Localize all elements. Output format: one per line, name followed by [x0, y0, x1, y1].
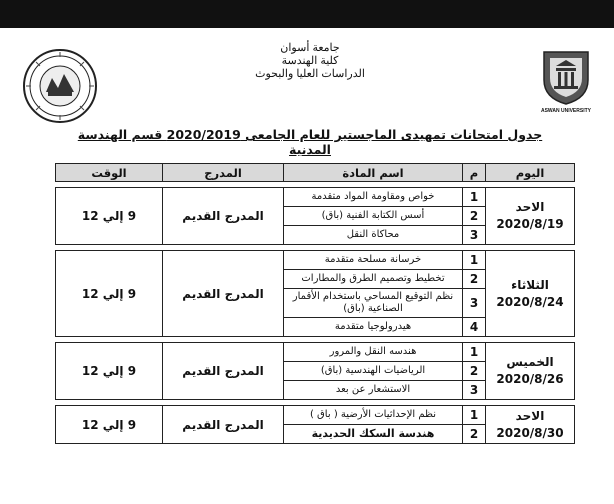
subject-name: أسس الكتابة الفنية (باق) [284, 207, 463, 226]
header-hall: المدرج [163, 164, 284, 182]
day-date: 2020/8/30 [496, 425, 564, 440]
day-cell [486, 251, 575, 337]
row-number: 2 [463, 207, 486, 226]
row-number: 4 [463, 318, 486, 337]
table-row [56, 188, 575, 207]
time-cell: 9 إلي 12 [56, 188, 163, 245]
subject-name: محاكاة النقل [284, 226, 463, 245]
header-subject: اسم المادة [284, 164, 463, 182]
hall-cell: المدرج القديم [163, 343, 284, 400]
table-header-row [56, 164, 575, 182]
time-cell: 9 إلي 12 [56, 251, 163, 337]
header-time: الوقت [56, 164, 163, 182]
day-cell [486, 188, 575, 245]
header-day: اليوم [486, 164, 575, 182]
row-number: 2 [463, 362, 486, 381]
row-number: 3 [463, 226, 486, 245]
hall-cell: المدرج القديم [163, 188, 284, 245]
table-row [56, 406, 575, 425]
day-cell [486, 406, 575, 444]
subject-name: هيدرولوجيا متقدمة [284, 318, 463, 337]
subject-name: تخطيط وتصميم الطرق والمطارات [284, 270, 463, 289]
row-number: 1 [463, 343, 486, 362]
subject-name: هندسة السكك الحديدية [284, 425, 463, 444]
schedule-title: جدول امتحانات تمهيدى الماجستير للعام الجامعى 2020/2019 قسم الهندسة المدنية [77, 127, 543, 157]
row-number: 3 [463, 289, 486, 318]
time-cell: 9 إلي 12 [56, 343, 163, 400]
time-cell: 9 إلي 12 [56, 406, 163, 444]
department-name: الدراسات العليا والبحوث [255, 68, 365, 80]
subject-name: نظم الإحداثيات الأرضية ( باق ) [284, 406, 463, 425]
day-name: الخميس [506, 355, 554, 369]
subject-name: الاستشعار عن بعد [284, 381, 463, 400]
day-date: 2020/8/24 [496, 294, 564, 309]
hall-cell: المدرج القديم [163, 251, 284, 337]
exam-schedule-table [55, 163, 575, 444]
row-number: 2 [463, 425, 486, 444]
row-number: 2 [463, 270, 486, 289]
row-number: 3 [463, 381, 486, 400]
university-logo [536, 46, 596, 120]
subject-name: هندسه النقل والمرور [284, 343, 463, 362]
table-row [56, 343, 575, 362]
day-cell [486, 343, 575, 400]
row-number: 1 [463, 251, 486, 270]
document-header [200, 42, 420, 81]
day-name: الاحد [515, 200, 545, 214]
document-page [0, 28, 614, 504]
hall-cell: المدرج القديم [163, 406, 284, 444]
subject-name: الرياضيات الهندسية (باق) [284, 362, 463, 381]
row-number: 1 [463, 406, 486, 425]
university-name: جامعة أسوان [280, 42, 340, 54]
day-name: الاحد [515, 408, 545, 423]
day-date: 2020/8/19 [496, 217, 564, 231]
table-row [56, 251, 575, 270]
header-num: م [463, 164, 486, 182]
subject-name: خواص ومقاومة المواد متقدمة [284, 188, 463, 207]
faculty-seal-logo [22, 48, 98, 124]
subject-name: نظم التوقيع المساحي باستخدام الأقمار الصناعية (باق) [284, 289, 463, 318]
row-number: 1 [463, 188, 486, 207]
top-dark-bar [0, 0, 614, 28]
subject-name: خرسانة مسلحة متقدمة [284, 251, 463, 270]
faculty-name: كلية الهندسة [281, 55, 339, 67]
day-name: الثلاثاء [511, 277, 549, 292]
university-logo-caption: ASWAN UNIVERSITY [540, 108, 591, 114]
day-date: 2020/8/26 [496, 372, 564, 386]
